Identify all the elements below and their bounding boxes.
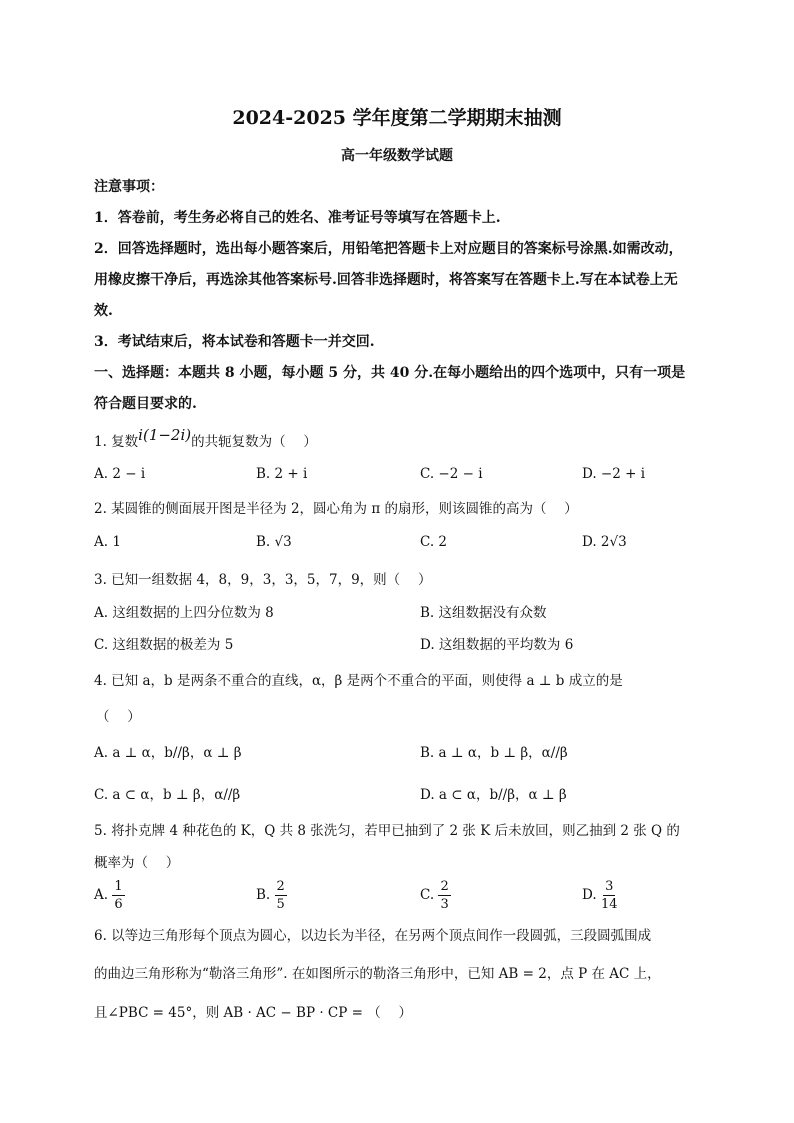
question-1-option-d: D. −2 + i [582,466,646,482]
question-1-stem [94,426,317,450]
option-a-label: A. [94,887,109,903]
option-d-label: D. [582,887,597,903]
option-d-numerator: 3 [605,879,614,894]
question-3-option-b: B. 这组数据没有众数 [420,605,547,621]
question-6-line-1: 6. 以等边三角形每个顶点为圆心，以边长为半径，在另两个顶点间作一段圆弧，三段圆弧围成 [94,928,652,944]
notice-item-2-line-1: 2．回答选择题时，选出每小题答案后，用铅笔把答题卡上对应题目的答案标号涂黑.如需改动， [94,241,683,257]
question-5-option-c [420,878,451,913]
question-3-stem: 3. 已知一组数据 4，8，9，3，3，5，7，9，则（ ） [94,572,432,588]
question-2-stem: 2. 某圆锥的侧面展开图是半径为 2，圆心角为 π 的扇形，则该圆锥的高为（ ） [94,501,578,517]
question-1-option-b: B. 2 + i [256,466,308,482]
question-5-option-d [582,878,617,913]
question-5-option-a [94,878,125,913]
page-subtitle: 高一年级数学试题 [341,148,453,164]
question-1-option-a: A. 2 − i [94,466,146,482]
option-a-denominator: 6 [114,897,123,912]
section-1-line-2: 符合题目要求的. [94,396,197,412]
notice-item-3: 3．考试结束后，将本试卷和答题卡一并交回. [94,334,375,350]
option-b-fraction [275,878,287,913]
question-5-line-1: 5. 将扑克牌 4 种花色的 K，Q 共 8 张洗匀，若甲已抽到了 2 张 K 后未放回，则乙抽到 2 张 Q 的 [94,823,680,839]
question-1-prefix: 1. 复数 [94,434,139,450]
question-1-suffix: 的共轭复数为（ ） [191,434,317,450]
question-1-expression: i(1−2i) [138,426,192,444]
question-3-option-d: D. 这组数据的平均数为 6 [420,637,574,653]
question-6-line-3: 且∠PBC = 45°，则 AB · AC − BP · CP = （ ） [94,1005,413,1021]
question-4-option-d: D. a ⊂ α，b//β，α ⊥ β [420,787,567,803]
option-c-numerator: 2 [440,879,449,894]
question-3-option-c: C. 这组数据的极差为 5 [94,637,234,653]
option-a-numerator: 1 [114,879,123,894]
option-b-denominator: 5 [276,897,285,912]
notice-item-2-line-3: 效. [94,303,113,319]
question-5-option-b [256,878,287,913]
question-3-option-a: A. 这组数据的上四分位数为 8 [94,605,274,621]
question-2-option-b: B. √3 [256,534,292,550]
question-4-stem: 4. 已知 a，b 是两条不重合的直线，α，β 是两个不重合的平面，则使得 a ⊥ b 成立的是 [94,673,623,689]
notice-item-1: 1．答卷前，考生务必将自己的姓名、准考证号等填写在答题卡上. [94,210,501,226]
option-d-fraction [601,878,618,913]
question-4-option-b: B. a ⊥ α，b ⊥ β，α//β [420,745,568,761]
question-2-option-d: D. 2√3 [582,534,627,550]
question-4-paren: （ ） [96,709,141,725]
notice-item-2-line-2: 用橡皮擦干净后，再选涂其他答案标号.回答非选择题时，将答案写在答题卡上.写在本试卷上无 [94,272,678,288]
question-5-line-2: 概率为（ ） [94,855,180,871]
notice-heading: 注意事项： [94,179,164,195]
page-title: 2024-2025 学年度第二学期期末抽测 [232,107,562,129]
question-4-option-c: C. a ⊂ α，b ⊥ β，α//β [94,787,241,803]
question-6-line-2: 的曲边三角形称为“勒洛三角形”. 在如图所示的勒洛三角形中，已知 AB = 2，点 P 在 AC 上， [94,966,661,982]
option-c-denominator: 3 [440,897,449,912]
question-2-option-a: A. 1 [94,534,121,550]
question-4-option-a: A. a ⊥ α，b//β，α ⊥ β [94,745,242,761]
option-b-numerator: 2 [276,879,285,894]
option-d-denominator: 14 [600,897,618,912]
option-c-label: C. [420,887,435,903]
section-1-line-1: 一、选择题：本题共 8 小题，每小题 5 分，共 40 分.在每小题给出的四个选项中，只有一项是 [94,365,686,381]
option-c-fraction [438,878,450,913]
option-b-label: B. [256,887,271,903]
option-a-fraction [112,878,124,913]
question-2-option-c: C. 2 [420,534,448,550]
question-1-option-c: C. −2 − i [420,466,483,482]
